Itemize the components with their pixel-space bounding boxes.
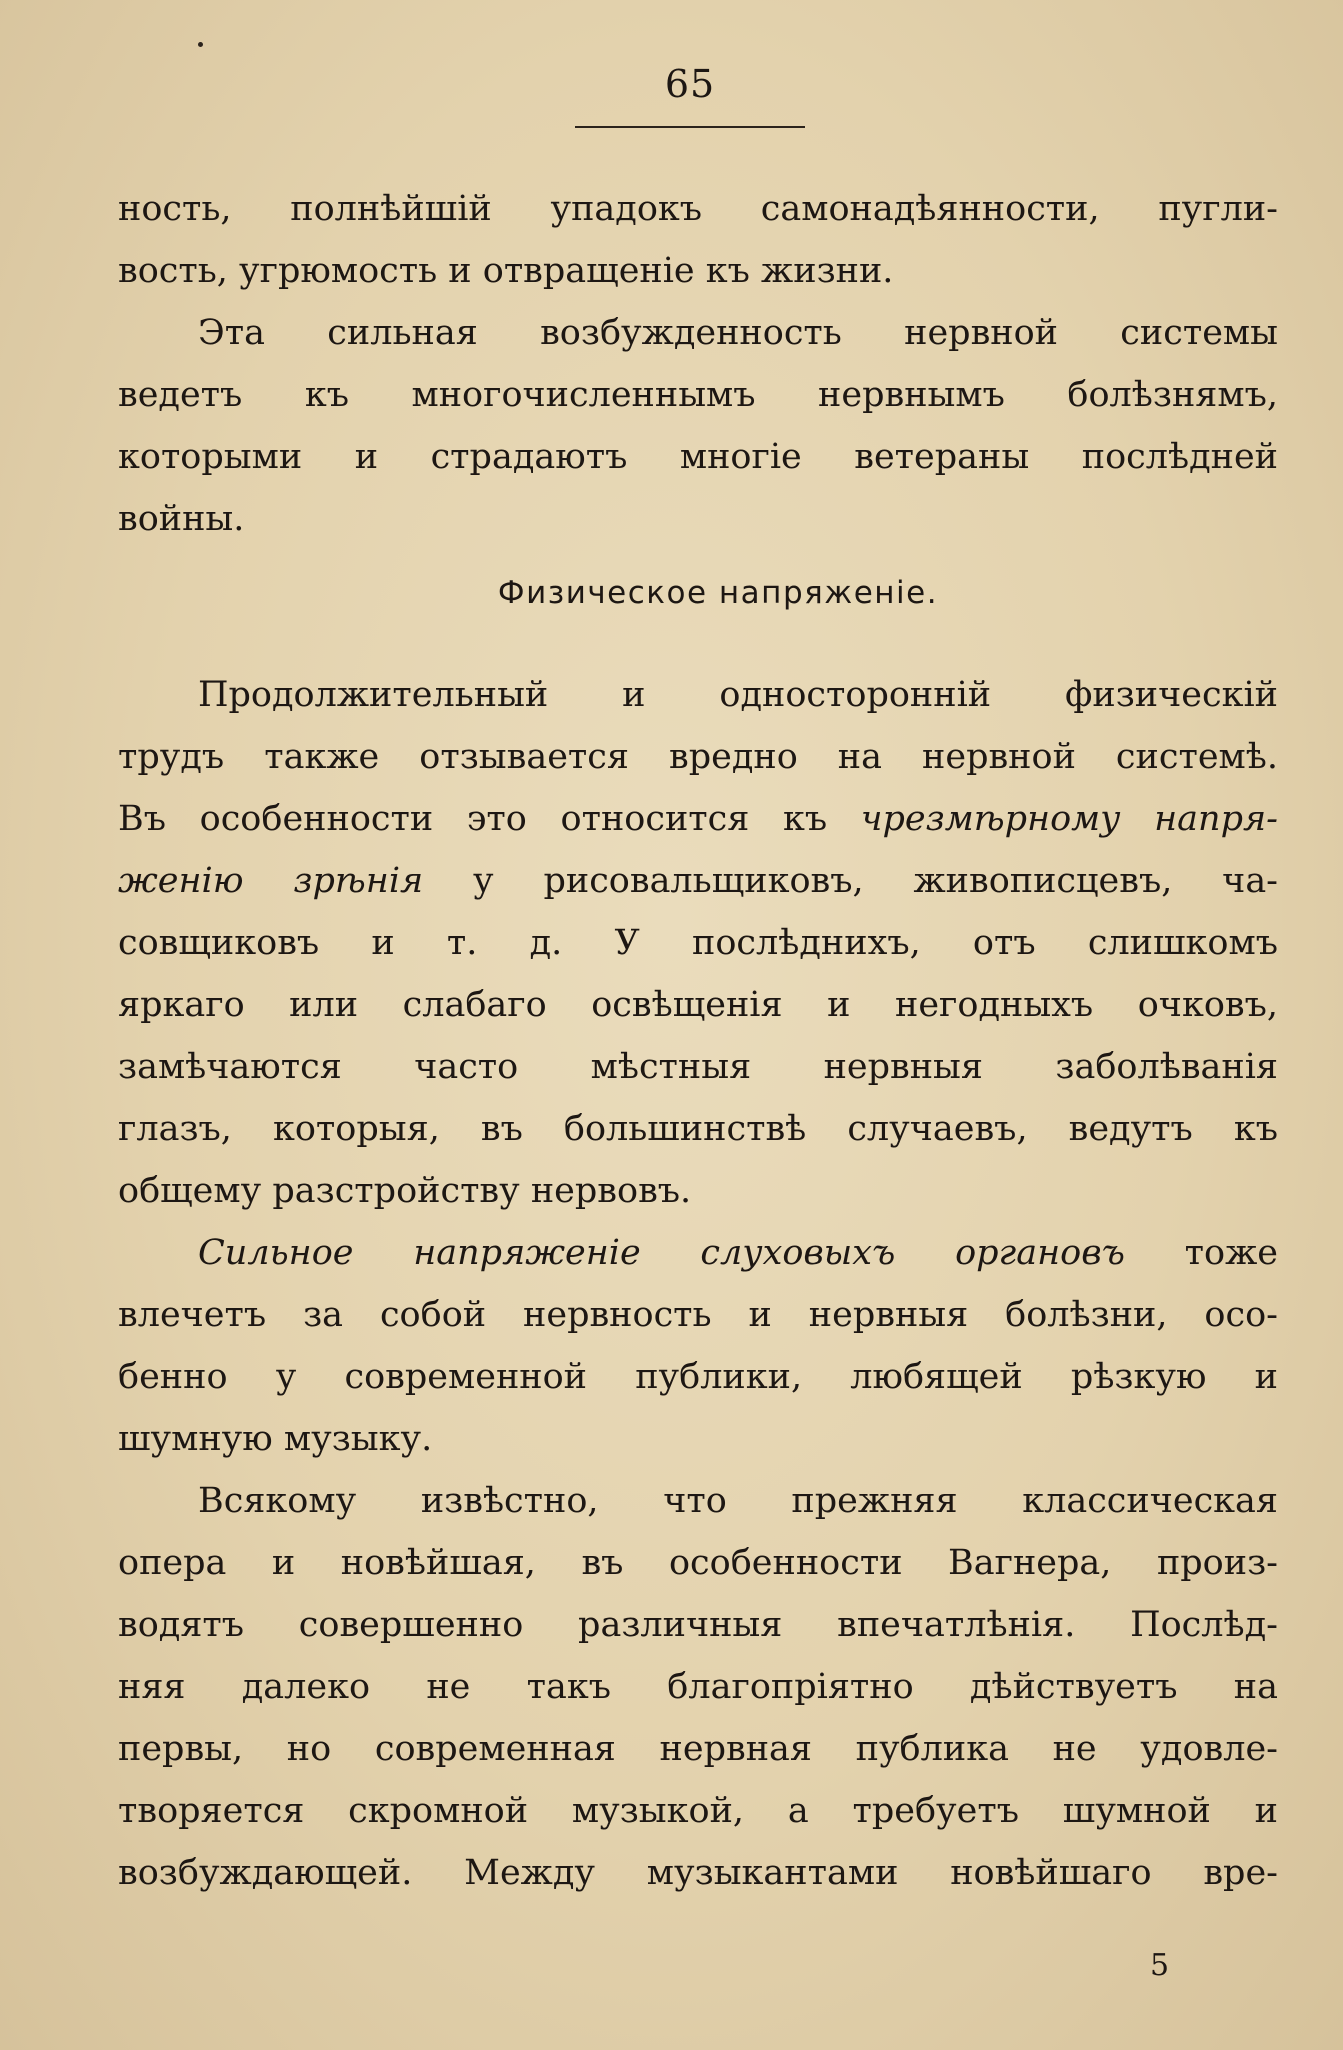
text-line: творяется скромной музыкой, а требуетъ шумной и [118,1791,1278,1831]
text-line: Всякому извѣстно, что прежняя классическая [198,1481,1278,1521]
paragraph-3 [118,664,1278,1222]
emphasis-text: Сильное напряженіе слуховыхъ органовъ [198,1233,1125,1273]
text-line [118,1222,1278,1284]
text-line: яркаго или слабаго освѣщенія и негодныхъ очковъ, [118,985,1278,1025]
header-rule [575,126,805,128]
emphasis-text: женію зрѣнія [118,861,424,901]
text-line: вость, угрюмость и отвращеніе къ жизни. [118,251,894,291]
text-line: трудъ также отзывается вредно на нервной системѣ. [118,737,1278,777]
paragraph-2 [118,302,1278,550]
page-number: 65 [664,62,716,106]
paragraph-4 [118,1222,1278,1470]
text-line: возбуждающей. Между музыкантами новѣйшаго вре- [118,1853,1278,1893]
text-line: замѣчаются часто мѣстныя нервныя заболѣванія [118,1047,1278,1087]
text-line: шумную музыку. [118,1419,433,1459]
text-line: глазъ, которыя, въ большинствѣ случаевъ, ведутъ къ [118,1109,1278,1149]
text-line: совщиковъ и т. д. У послѣднихъ, отъ слишкомъ [118,923,1278,963]
text-line: первы, но современная нервная публика не удовле- [118,1729,1278,1769]
paragraph-5 [118,1470,1278,1904]
text-line: ведетъ къ многочисленнымъ нервнымъ болѣзнямъ, [118,375,1278,415]
text-line: бенно у современной публики, любящей рѣзкую и [118,1357,1278,1397]
text-line [118,788,1278,850]
paragraph-1 [118,178,1278,302]
signature-mark: 5 [1150,1948,1170,1983]
text-line [118,850,1278,912]
section-heading: Физическое напряженіе. [497,575,939,611]
text-line: няя далеко не такъ благопріятно дѣйствуетъ на [118,1667,1278,1707]
text-line: Продолжительный и односторонній физическій [198,675,1278,715]
text-run: Въ особенности это относится къ [118,799,861,839]
text-line: общему разстройству нервовъ. [118,1171,692,1211]
text-line: войны. [118,499,245,539]
text-line: ность, полнѣйшій упадокъ самонадѣянности, пугли- [118,189,1278,229]
text-run: у рисовальщиковъ, живописцевъ, ча- [423,861,1279,901]
body-text [118,178,1278,1904]
text-run: тоже [1124,1233,1278,1273]
text-line: которыми и страдаютъ многіе ветераны послѣдней [118,437,1278,477]
text-line: Эта сильная возбужденность нервной системы [198,313,1278,353]
text-line: водятъ совершенно различныя впечатлѣнія. Послѣд- [118,1605,1278,1645]
ink-speck [198,42,203,47]
text-line: опера и новѣйшая, въ особенности Вагнера, произ- [118,1543,1278,1583]
text-line: влечетъ за собой нервность и нервныя болѣзни, осо- [118,1295,1278,1335]
emphasis-text: чрезмѣрному напря- [860,799,1278,839]
